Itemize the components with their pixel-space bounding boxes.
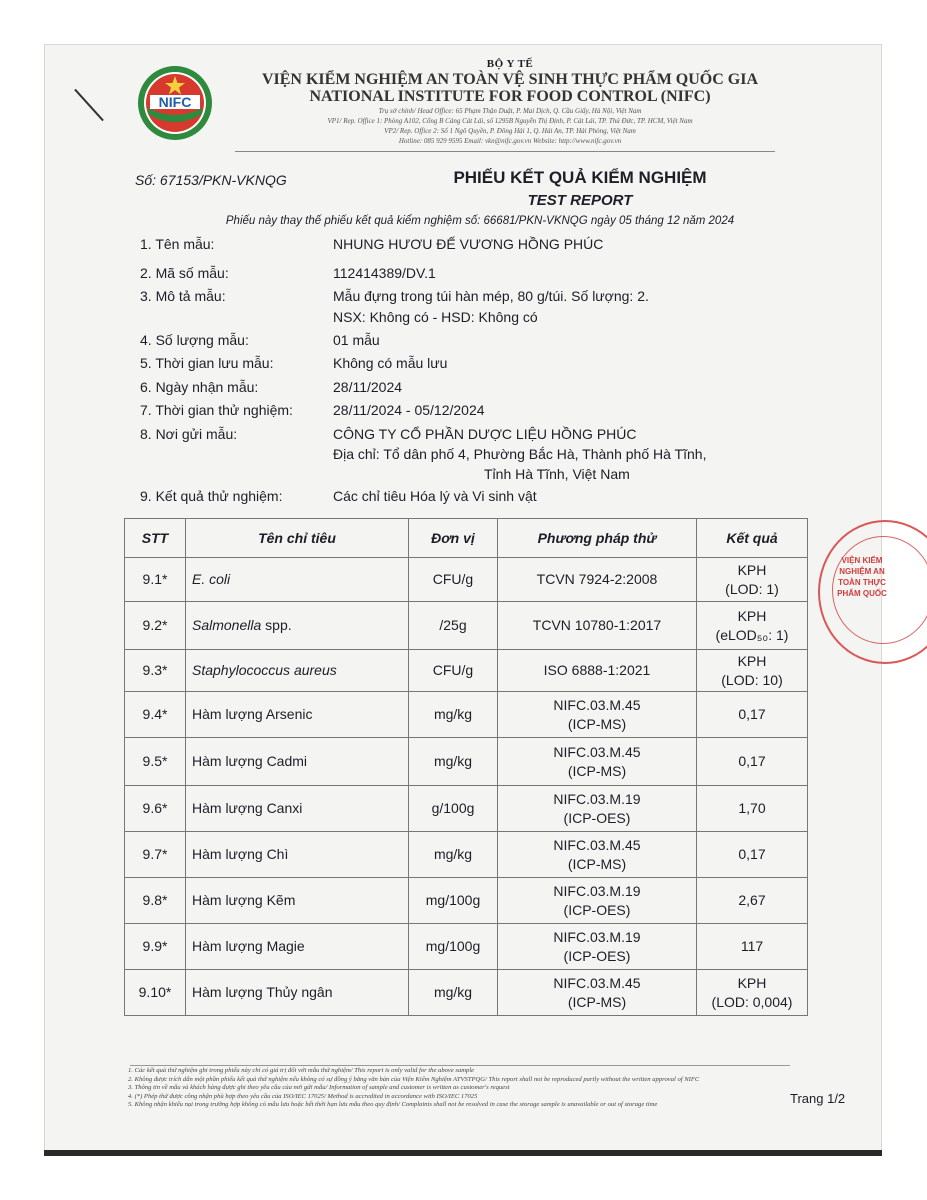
row-name-text: Hàm lượng Kẽm	[192, 892, 296, 908]
info-value: Mẫu đựng trong túi hàn mép, 80 g/túi. Số lượng: 2.	[333, 288, 649, 304]
row-stt: 9.2*	[125, 602, 186, 650]
info-label: 5. Thời gian lưu mẫu:	[140, 355, 274, 371]
row-unit: mg/kg	[409, 738, 498, 786]
info-value-line3: Tỉnh Hà Tĩnh, Việt Nam	[484, 466, 630, 482]
result-value: 1,70	[738, 800, 766, 816]
info-value: 01 mẫu	[333, 332, 380, 348]
result-value: KPH	[737, 652, 767, 669]
row-result	[697, 924, 808, 970]
results-table	[124, 518, 808, 1016]
row-unit: mg/kg	[409, 692, 498, 738]
row-name-text: E. coli	[192, 571, 231, 587]
footer-note: 4. (*) Phép thử được công nhận phù hợp theo yêu cầu của ISO/IEC 17025/ Method is accredited in accordance with ISO/IEC 17025	[128, 1092, 478, 1100]
row-unit: mg/kg	[409, 832, 498, 878]
result-value: KPH	[737, 607, 767, 624]
nifc-logo	[136, 64, 214, 142]
table-row	[125, 832, 808, 878]
replacement-note: Phiếu này thay thế phiếu kết quả kiểm nghiệm số: 66681/PKN-VKNQG ngày 05 tháng 12 năm 2024	[225, 215, 735, 227]
table-row	[125, 558, 808, 602]
row-method	[498, 832, 697, 878]
col-result: Kết quả	[697, 519, 808, 558]
title-vn: PHIẾU KẾT QUẢ KIỂM NGHIỆM	[453, 168, 707, 187]
row-method	[498, 650, 697, 692]
report-title	[430, 168, 730, 209]
row-result	[697, 832, 808, 878]
row-unit: mg/100g	[409, 924, 498, 970]
result-limit: (LOD: 10)	[721, 671, 783, 688]
row-name	[186, 924, 409, 970]
row-result	[697, 558, 808, 602]
logo-text: NIFC	[158, 94, 192, 110]
row-name	[186, 832, 409, 878]
row-unit: mg/kg	[409, 970, 498, 1016]
table-row	[125, 878, 808, 924]
footer-note: 3. Thông tin về mẫu và khách hàng được ghi theo yêu cầu của nơi gửi mẫu/ Information of sample and customer is written as customer's request	[128, 1084, 510, 1092]
row-stt: 9.6*	[125, 786, 186, 832]
row-result	[697, 650, 808, 692]
row-method	[498, 558, 697, 602]
row-result	[697, 878, 808, 924]
method-code: NIFC.03.M.19	[553, 928, 641, 945]
method-code: TCVN 10780-1:2017	[532, 617, 662, 633]
letterhead	[220, 58, 800, 146]
report-number: Số: 67153/PKN-VKNQG	[135, 172, 287, 188]
method-code: NIFC.03.M.45	[553, 974, 641, 991]
footer-notes	[128, 1067, 788, 1110]
result-value: 2,67	[738, 892, 766, 908]
result-value: KPH	[737, 561, 767, 578]
row-name	[186, 558, 409, 602]
row-result	[697, 692, 808, 738]
header-divider	[235, 151, 775, 152]
col-unit: Đơn vị	[409, 519, 498, 558]
row-result	[697, 970, 808, 1016]
address-line: Hotline: 085 929 9595 Email: vkn@nifc.gov.vn Website: http://www.nifc.gov.vn	[398, 137, 622, 145]
row-unit: CFU/g	[409, 650, 498, 692]
row-method	[498, 692, 697, 738]
result-value: KPH	[737, 974, 767, 991]
result-value: 0,17	[738, 753, 766, 769]
method-code: NIFC.03.M.45	[553, 696, 641, 713]
row-name-text: Hàm lượng Arsenic	[192, 706, 313, 722]
row-unit: g/100g	[409, 786, 498, 832]
table-row	[125, 602, 808, 650]
ministry-name: BỘ Y TẾ	[486, 58, 534, 70]
method-technique: (ICP-MS)	[567, 855, 627, 872]
info-value: CÔNG TY CỔ PHẦN DƯỢC LIỆU HỒNG PHÚC	[333, 426, 637, 442]
info-value: NHUNG HƯƠU ĐẾ VƯƠNG HỒNG PHÚC	[333, 236, 604, 252]
row-unit: /25g	[409, 602, 498, 650]
page-number: Trang 1/2	[790, 1091, 846, 1106]
address-line: VP2/ Rep. Office 2: Số 1 Ngô Quyền, P. Đông Hải 1, Q. Hải An, TP. Hải Phòng, Việt Nam	[384, 127, 636, 135]
row-stt: 9.5*	[125, 738, 186, 786]
info-label: 8. Nơi gửi mẫu:	[140, 426, 238, 442]
row-name-text: Hàm lượng Cadmi	[192, 753, 308, 769]
info-label: 2. Mã số mẫu:	[140, 265, 229, 281]
row-method	[498, 924, 697, 970]
table-header-row	[125, 519, 808, 558]
row-name	[186, 692, 409, 738]
info-label: 3. Mô tả mẫu:	[140, 288, 226, 304]
row-name-text: Hàm lượng Canxi	[192, 800, 303, 816]
info-label: 4. Số lượng mẫu:	[140, 332, 249, 348]
method-technique: (ICP-OES)	[563, 901, 631, 918]
row-result	[697, 786, 808, 832]
stamp-text: VIỆN KIỂM NGHIỆM AN TOÀN THỰC PHẨM QUỐC	[837, 556, 887, 598]
info-value: 112414389/DV.1	[333, 265, 436, 281]
row-stt: 9.4*	[125, 692, 186, 738]
row-name-text: Staphylococcus aureus	[192, 662, 337, 678]
footer-note: 2. Không được trích dẫn một phần phiếu kết quả thử nghiệm nếu không có sự đồng ý bằng văn bản của Viện Kiểm Nghiệm ATVSTPQG/ This report shall not be reproduced partly without the written approval of NIFC	[128, 1075, 700, 1083]
row-unit: mg/100g	[409, 878, 498, 924]
method-technique: (ICP-OES)	[563, 947, 631, 964]
info-label: 6. Ngày nhận mẫu:	[140, 379, 259, 395]
row-stt: 9.3*	[125, 650, 186, 692]
row-stt: 9.1*	[125, 558, 186, 602]
table-row	[125, 970, 808, 1016]
method-technique: (ICP-MS)	[567, 762, 627, 779]
row-name-text: Hàm lượng Magie	[192, 938, 305, 954]
method-code: NIFC.03.M.19	[553, 790, 641, 807]
table-row	[125, 738, 808, 786]
col-name: Tên chỉ tiêu	[186, 519, 409, 558]
method-technique: (ICP-MS)	[567, 993, 627, 1010]
row-method	[498, 786, 697, 832]
footer-divider	[130, 1065, 790, 1066]
col-method: Phương pháp thử	[498, 519, 697, 558]
result-value: 0,17	[738, 846, 766, 862]
method-code: NIFC.03.M.19	[553, 882, 641, 899]
row-name-text: Hàm lượng Thủy ngân	[192, 984, 333, 1000]
row-stt: 9.9*	[125, 924, 186, 970]
row-name	[186, 738, 409, 786]
footer-note: 1. Các kết quả thử nghiệm ghi trong phiếu này chỉ có giá trị đối với mẫu thử nghiệm/ This report is only valid for the above sample	[128, 1067, 475, 1074]
row-result	[697, 738, 808, 786]
table-row	[125, 786, 808, 832]
info-label: 9. Kết quả thử nghiệm:	[140, 488, 283, 504]
info-value-line2: Địa chỉ: Tổ dân phố 4, Phường Bắc Hà, Thành phố Hà Tĩnh,	[333, 446, 707, 462]
row-stt: 9.7*	[125, 832, 186, 878]
info-value: Các chỉ tiêu Hóa lý và Vi sinh vật	[333, 488, 537, 504]
info-value: Không có mẫu lưu	[333, 355, 448, 371]
page-edge	[44, 1150, 882, 1156]
info-value: 28/11/2024	[333, 379, 403, 395]
row-result	[697, 602, 808, 650]
info-value: 28/11/2024 - 05/12/2024	[333, 402, 485, 418]
row-name	[186, 970, 409, 1016]
title-en: TEST REPORT	[527, 192, 633, 209]
col-stt: STT	[125, 519, 186, 558]
info-label: 7. Thời gian thử nghiệm:	[140, 402, 293, 418]
institute-name-en: NATIONAL INSTITUTE FOR FOOD CONTROL (NIFC)	[309, 88, 711, 105]
method-technique: (ICP-MS)	[567, 715, 627, 732]
method-code: TCVN 7924-2:2008	[536, 571, 658, 587]
result-limit: (LOD: 1)	[725, 580, 779, 597]
info-label: 1. Tên mẫu:	[140, 236, 215, 252]
row-stt: 9.8*	[125, 878, 186, 924]
row-name-text: Hàm lượng Chì	[192, 846, 289, 862]
table-row	[125, 924, 808, 970]
row-name	[186, 878, 409, 924]
result-value: 117	[740, 938, 764, 954]
table-row	[125, 692, 808, 738]
row-name	[186, 602, 409, 650]
method-code: NIFC.03.M.45	[553, 836, 641, 853]
row-method	[498, 970, 697, 1016]
row-method	[498, 738, 697, 786]
row-name-suffix: spp.	[261, 617, 292, 633]
result-limit: (LOD: 0,004)	[711, 993, 793, 1010]
table-row	[125, 650, 808, 692]
row-method	[498, 602, 697, 650]
address-line: VP1/ Rep. Office 1: Phòng A102, Cổng B Cảng Cát Lái, số 1295B Nguyễn Thị Định, P. Cát Lái, TP. Thủ Đức, TP. HCM, Việt Nam	[327, 117, 693, 125]
row-name	[186, 650, 409, 692]
footer-note: 5. Không nhận khiếu nại trong trường hợp không có mẫu lưu hoặc hết thời hạn lưu mẫu theo quy định/ Complaints shall not be resolved in case the storage sample is unavailable or out of storage time	[128, 1101, 658, 1109]
info-value-line2: NSX: Không có - HSD: Không có	[333, 309, 538, 325]
row-unit: CFU/g	[409, 558, 498, 602]
address-line: Trụ sở chính/ Head Office: 65 Phạm Thận Duật, P. Mai Dịch, Q. Cầu Giấy, Hà Nội, Việt Nam	[378, 107, 642, 115]
method-code: ISO 6888-1:2021	[543, 662, 651, 678]
row-name	[186, 786, 409, 832]
row-stt: 9.10*	[125, 970, 186, 1016]
method-code: NIFC.03.M.45	[553, 743, 641, 760]
method-technique: (ICP-OES)	[563, 809, 631, 826]
institute-name-vn: VIỆN KIỂM NGHIỆM AN TOÀN VỆ SINH THỰC PHẨM QUỐC GIA	[261, 71, 759, 88]
row-name-text: Salmonella	[192, 617, 262, 633]
row-method	[498, 878, 697, 924]
result-value: 0,17	[738, 706, 766, 722]
result-limit: (eLOD₅₀: 1)	[715, 626, 789, 643]
